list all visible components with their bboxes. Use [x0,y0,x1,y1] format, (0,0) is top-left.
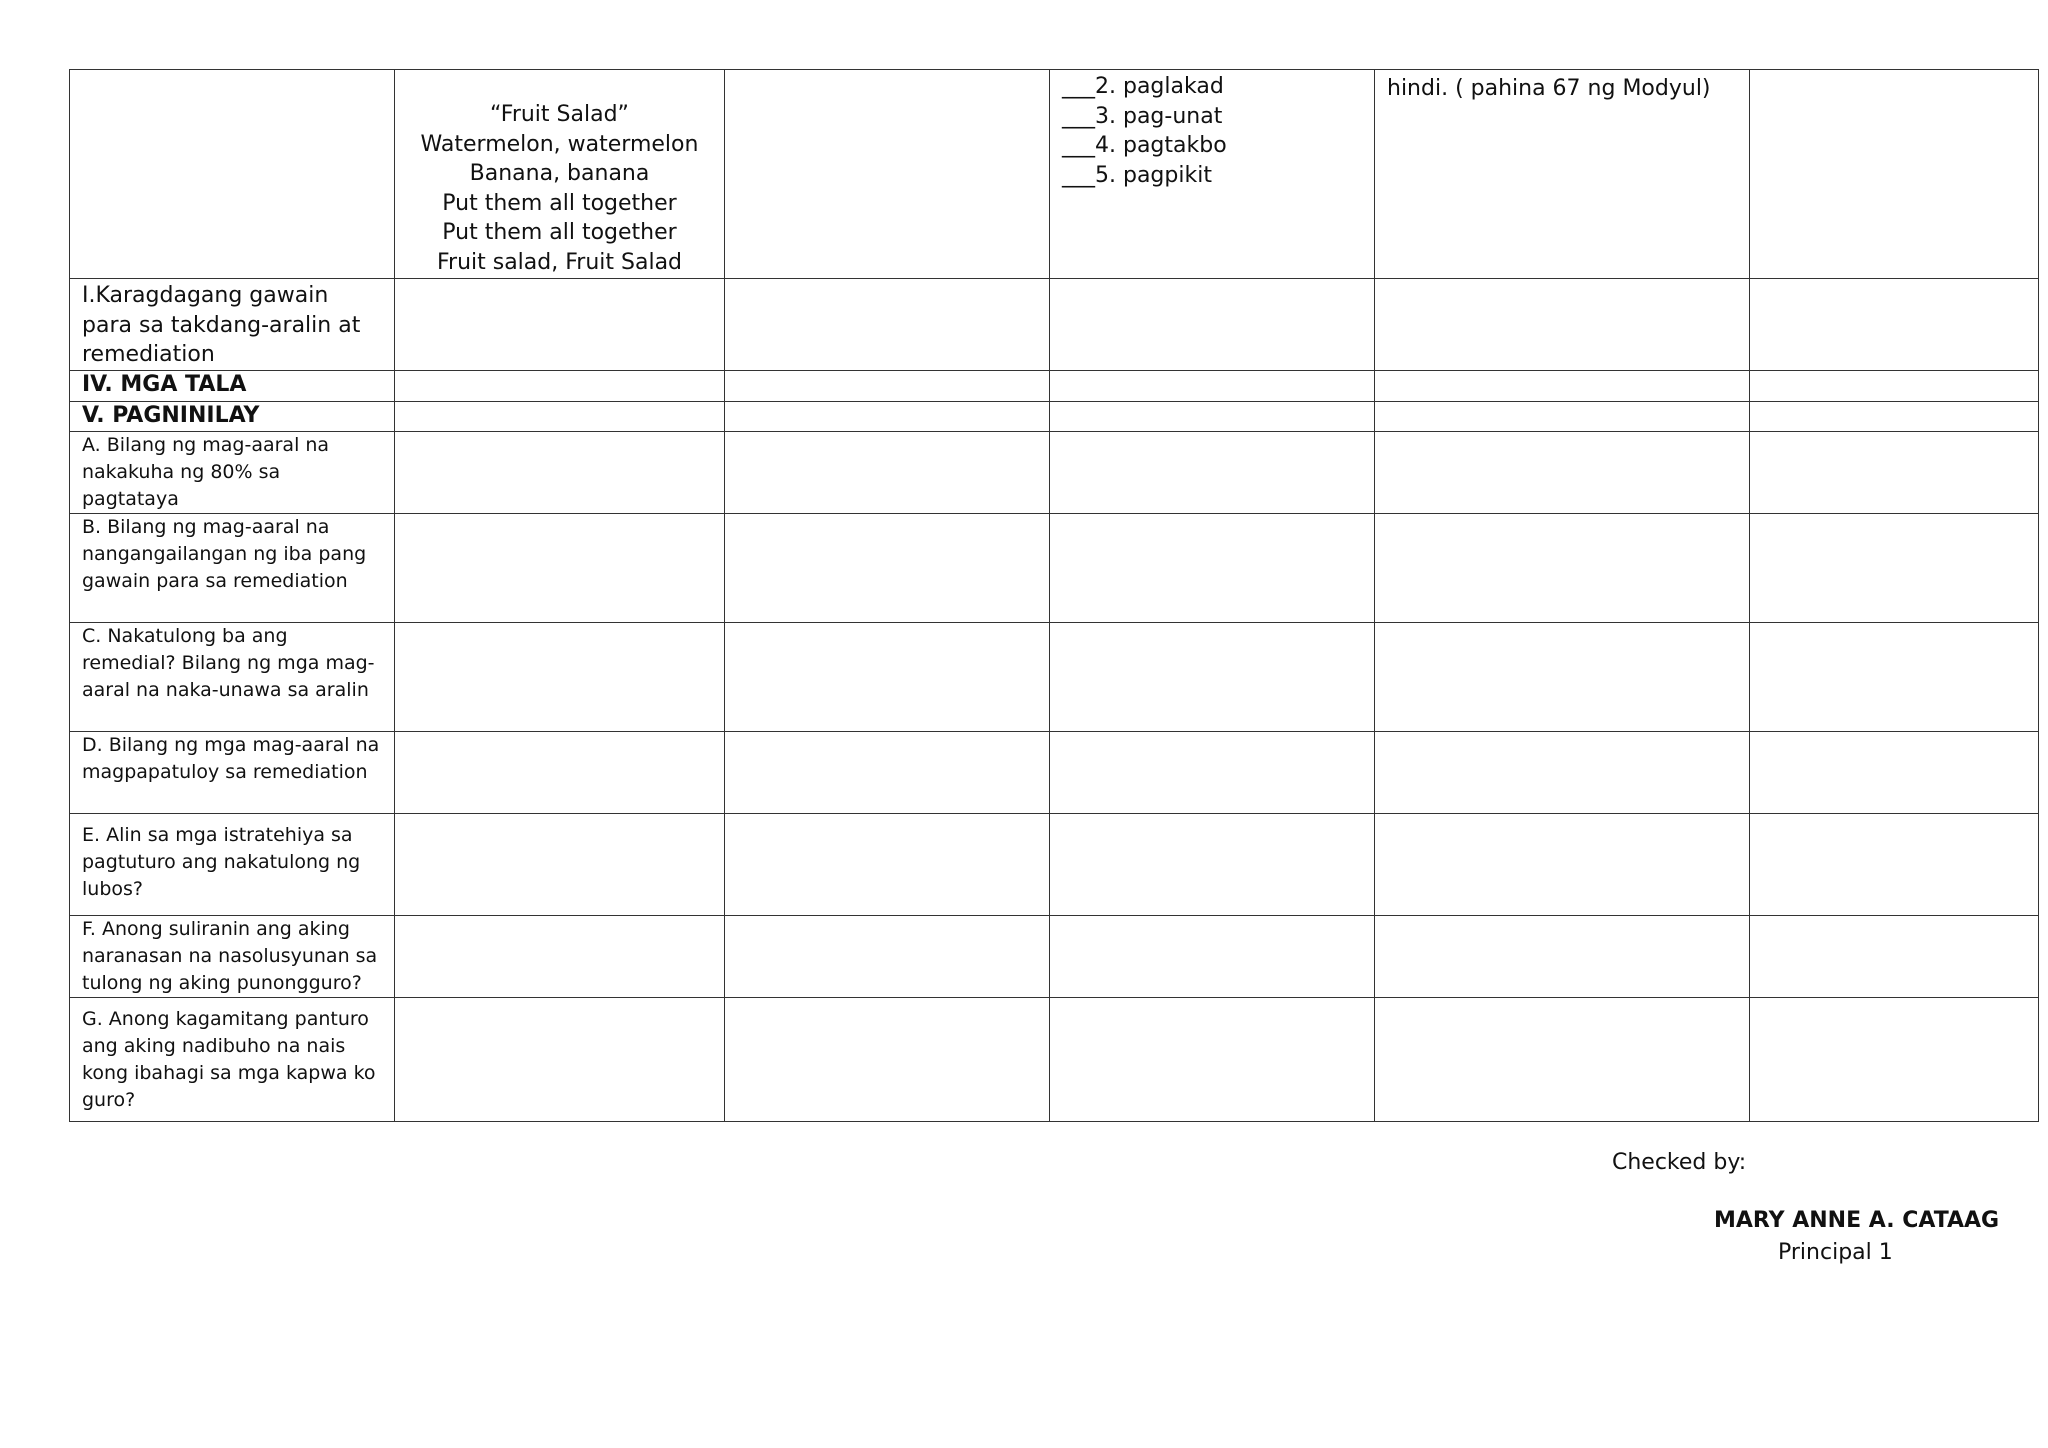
table-cell [1750,513,2039,622]
table-cell [725,401,1050,431]
section-heading-pagninilay: V. PAGNINILAY [70,401,395,431]
table-cell [1375,513,1750,622]
assessment-item: ___2. paglakad [1062,74,1224,99]
table-cell [1375,731,1750,813]
table-cell [1750,622,2039,731]
table-cell [725,915,1050,997]
assessment-item: ___5. pagpikit [1062,162,1212,188]
table-row [70,370,2039,401]
assessment-item: ___4. pagtakbo [1062,133,1227,158]
table-cell [1050,915,1375,997]
table-cell [725,370,1050,401]
table-cell [725,431,1050,513]
row-label-a: A. Bilang ng mag-aaral na nakakuha ng 80% sa pagtataya [70,431,395,513]
table-cell [1050,431,1375,513]
table-row [70,622,2039,731]
signatory-title: Principal 1 [1778,1240,1893,1265]
table-cell [1050,731,1375,813]
table-cell [395,431,725,513]
table-cell [395,622,725,731]
table-row [70,731,2039,813]
table-cell [725,70,1050,279]
table-cell [1750,70,2039,279]
table-cell [1375,401,1750,431]
row-label-b: B. Bilang ng mag-aaral na nangangailangan ng iba pang gawain para sa remediation [70,513,395,622]
song-line: Put them all together [442,220,677,245]
row-label-karagdagang-gawain: I.Karagdagang gawain para sa takdang-aralin at remediation [70,279,395,371]
table-cell [725,813,1050,915]
table-cell [1750,279,2039,371]
table-cell [1050,622,1375,731]
song-lyrics-cell [395,70,725,279]
table-cell [1750,431,2039,513]
table-cell [725,513,1050,622]
table-cell [1375,915,1750,997]
song-line: Fruit salad, Fruit Salad [436,249,683,275]
table-cell [1375,997,1750,1121]
table-cell [395,370,725,401]
table-cell [725,731,1050,813]
table-cell [1050,401,1375,431]
table-row [70,70,2039,279]
table-cell [1375,813,1750,915]
table-cell [1750,997,2039,1121]
row-label-c: C. Nakatulong ba ang remedial? Bilang ng mga mag-aaral na naka-unawa sa aralin [70,622,395,731]
row-label-d: D. Bilang ng mga mag-aaral na magpapatuloy sa remediation [70,731,395,813]
table-row [70,401,2039,431]
table-cell [395,997,725,1121]
table-cell [1375,622,1750,731]
table-cell [1375,279,1750,371]
table-cell [395,401,725,431]
song-title: “Fruit Salad” [490,102,629,127]
table-cell [1050,997,1375,1121]
table-row [70,513,2039,622]
table-cell [1050,279,1375,371]
table-cell [1375,431,1750,513]
assessment-items-cell [1050,70,1375,279]
table-cell [1050,513,1375,622]
table-cell [1375,370,1750,401]
table-cell [395,813,725,915]
table-cell [725,622,1050,731]
row-label-g: G. Anong kagamitang panturo ang aking nadibuho na nais kong ibahagi sa mga kapwa ko guro? [70,997,395,1121]
table-cell [725,279,1050,371]
table-row [70,431,2039,513]
table-cell [395,731,725,813]
table-cell [1750,370,2039,401]
section-heading-mga-tala: IV. MGA TALA [70,370,395,401]
table-row [70,997,2039,1121]
table-cell [1750,813,2039,915]
table-cell [395,279,725,371]
table-cell [395,915,725,997]
table-cell [70,70,395,279]
table-cell [1750,401,2039,431]
assessment-item: ___3. pag-unat [1062,103,1223,129]
table-cell [1750,731,2039,813]
row-label-e: E. Alin sa mga istratehiya sa pagtuturo ang nakatulong ng lubos? [70,813,395,915]
table-cell [1050,813,1375,915]
table-cell [395,513,725,622]
lesson-plan-table [69,69,2039,1122]
module-note: hindi. ( pahina 67 ng Modyul) [1375,70,1750,279]
checked-by-label: Checked by: [1612,1150,1747,1175]
song-line: Banana, banana [469,161,650,186]
signatory-name: MARY ANNE A. CATAAG [1714,1208,2000,1233]
table-cell [1050,370,1375,401]
song-line: Put them all together [442,190,677,216]
table-row [70,279,2039,371]
table-row [70,813,2039,915]
table-row [70,915,2039,997]
row-label-f: F. Anong suliranin ang aking naranasan na nasolusyunan sa tulong ng aking punongguro? [70,915,395,997]
table-cell [1750,915,2039,997]
table-cell [725,997,1050,1121]
song-line: Watermelon, watermelon [420,131,699,157]
